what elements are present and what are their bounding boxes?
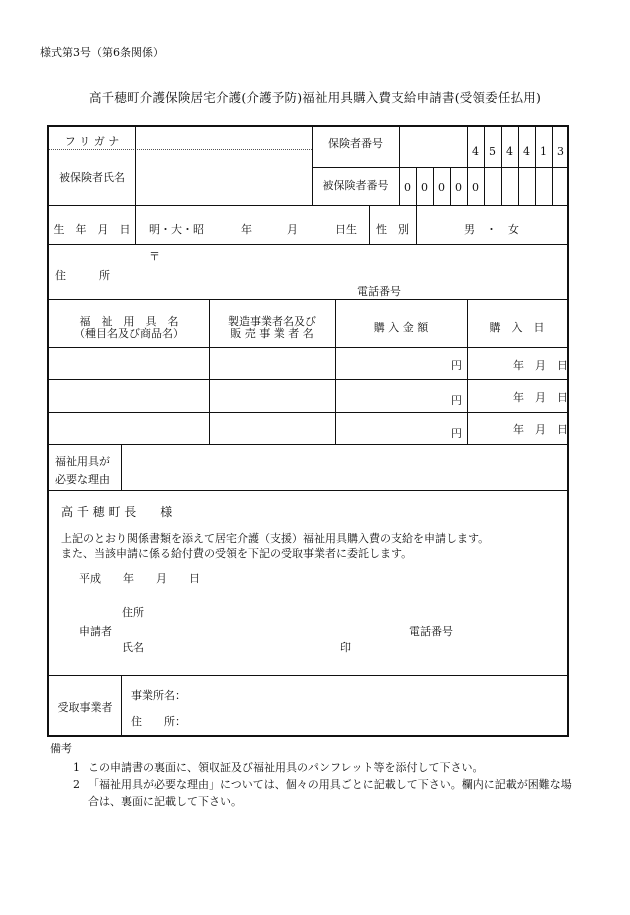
application-form-frame [47,125,569,737]
insurer-digit: 1 [540,145,547,158]
note-number: 1 [73,761,80,774]
birth-year-label: 年 [241,223,252,236]
note-item [50,776,590,810]
insurer-number-label: 保険者番号 [328,137,383,150]
address-label: 住 所 [55,269,110,282]
application-date: 平成 年 月 日 [79,572,200,585]
application-statement-2: また、当該申請に係る給付費の受領を下記の受取事業者に委託します。 [61,547,413,560]
reason-label-line1: 福祉用具が [55,455,110,468]
purchase-amount-header: 購 入 金 額 [373,321,429,334]
birth-day-label: 日生 [335,223,357,236]
insurer-digit: 4 [472,145,479,158]
maker-header: 製造事業者名及び [228,315,316,328]
row1-date: 年 月 日 [513,359,568,372]
purchase-date-header: 購 入 日 [489,321,545,334]
insured-digit: 0 [421,181,428,194]
insurer-digit: 3 [557,145,564,158]
insured-digit: 0 [404,181,411,194]
insured-number-label: 被保険者番号 [322,179,389,192]
sex-options: 男 ・ 女 [464,223,519,236]
row3-date: 年 月 日 [513,423,568,436]
row1-yen: 円 [451,359,462,372]
note-text: 「福祉用具が必要な理由」については、個々の用具ごとに記載して下さい。欄内に記載が困難な場合は、裏面に記載して下さい。 [88,778,572,808]
note-number: 2 [73,778,80,791]
recipient-label: 受取事業者 [57,701,113,714]
sex-label: 性 別 [376,223,409,236]
applicant-label: 申請者 [79,625,112,638]
row2-yen: 円 [451,394,462,407]
insured-digit: 0 [472,181,479,194]
application-statement-1: 上記のとおり関係書類を添えて居宅介護（支援）福祉用具購入費の支給を申請します。 [61,532,490,545]
form-title: 高千穂町介護保険居宅介護(介護予防)福祉用具購入費支給申請書(受領委任払用) [88,90,542,105]
insured-name-label: 被保険者氏名 [59,171,125,184]
address-phone-label: 電話番号 [357,285,401,298]
insured-digit: 0 [438,181,445,194]
row3-yen: 円 [451,427,462,440]
insurer-digit: 5 [489,145,496,158]
seller-header: 販 売 事 業 者 名 [230,327,314,340]
recipient-address-label: 住 所： [131,715,186,728]
form-number: 様式第3号（第6条関係） [40,46,164,59]
recipient-office-label: 事業所名： [131,689,186,702]
row2-date: 年 月 日 [513,391,568,404]
insured-digit: 0 [455,181,462,194]
seal-mark: 印 [340,641,351,654]
reason-label-line2: 必要な理由 [55,473,110,486]
item-name-header: 福 祉 用 具 名 [79,315,179,328]
note-text: この申請書の裏面に、領収証及び福祉用具のパンフレット等を添付して下さい。 [88,761,484,774]
item-name-subheader: （種目名及び商品名） [74,327,184,340]
postal-mark: 〒 [149,250,160,263]
insurer-digit: 4 [523,145,530,158]
birth-date-label: 生 年 月 日 [53,223,131,236]
birth-month-label: 月 [287,223,298,236]
notes-heading: 備考 [50,742,72,755]
furigana-label: フ リ ガ ナ [64,135,120,148]
notes-section [50,740,590,810]
note-item [50,759,590,776]
addressee: 高 千 穂 町 長 様 [61,505,173,519]
applicant-address-label: 住所 [122,606,144,619]
applicant-phone-label: 電話番号 [409,625,453,638]
insurer-digit: 4 [506,145,513,158]
era-options: 明・大・昭 [149,223,204,236]
applicant-name-label: 氏名 [122,641,144,654]
